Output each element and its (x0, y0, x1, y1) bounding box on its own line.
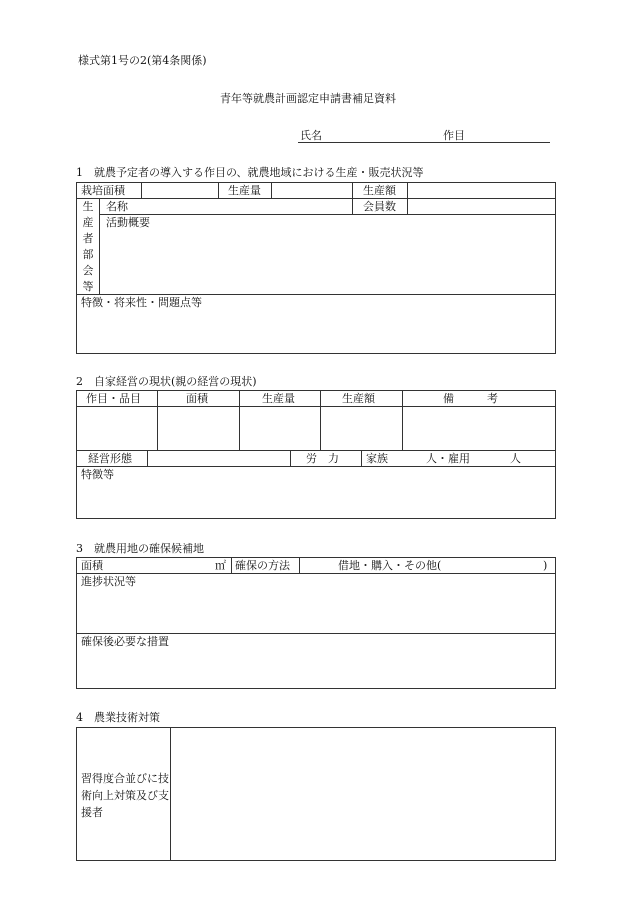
divider (76, 466, 556, 467)
divider (76, 406, 556, 407)
group-name-label: 名称 (106, 200, 128, 213)
section2-features-label: 特徴等 (81, 468, 114, 481)
cultivation-area-label: 栽培面積 (81, 184, 125, 197)
col-area: 面積 (186, 392, 208, 405)
col-crop: 作目・品目 (86, 392, 141, 405)
section1-table (76, 182, 556, 354)
section3-heading: 3 就農用地の確保候補地 (76, 542, 204, 555)
col-value: 生産額 (342, 392, 375, 405)
divider (99, 214, 556, 215)
measures-label: 確保後必要な措置 (81, 635, 169, 648)
divider (157, 390, 158, 450)
col-remarks: 備 考 (443, 392, 498, 405)
divider (170, 727, 171, 861)
production-volume-label: 生産量 (228, 184, 261, 197)
method-label: 確保の方法 (235, 559, 290, 572)
name-label: 氏名 (300, 129, 322, 142)
tech-measures-label: 習得度合並びに技術向上対策及び支援者 (81, 772, 169, 819)
area-unit: ㎡ (215, 559, 226, 572)
divider (99, 198, 100, 294)
section1-heading: 1 就農予定者の導入する作目の、就農地域における生産・販売状況等 (76, 166, 424, 179)
activity-summary-label: 活動概要 (106, 216, 150, 229)
progress-label: 進捗状況等 (81, 575, 136, 588)
divider (76, 450, 556, 451)
divider (76, 573, 556, 574)
family-unit-label: 人・雇用 (426, 452, 470, 465)
member-count-label: 会員数 (363, 200, 396, 213)
form-number: 様式第1号の2(第4条関係) (78, 54, 207, 67)
management-form-label: 経営形態 (88, 452, 132, 465)
family-label: 家族 (366, 452, 388, 465)
divider (299, 557, 300, 573)
section4-heading: 4 農業技術対策 (76, 711, 160, 724)
crop-label: 作目 (443, 129, 465, 142)
labor-label: 労 力 (306, 452, 339, 465)
divider (361, 450, 362, 466)
method-value: 借地・購入・その他( (338, 559, 442, 572)
production-value-label: 生産額 (363, 184, 396, 197)
divider (147, 450, 148, 466)
col-volume: 生産量 (262, 392, 295, 405)
document-title: 青年等就農計画認定申請書補足資料 (220, 92, 396, 105)
section3-table (76, 557, 556, 689)
divider (402, 390, 403, 450)
divider (76, 294, 556, 295)
divider (290, 450, 291, 466)
divider (231, 557, 232, 573)
section2-heading: 2 自家経営の現状(親の経営の現状) (76, 375, 257, 388)
method-close-paren: ) (543, 559, 548, 572)
divider (271, 182, 272, 198)
divider (141, 182, 142, 198)
divider (218, 182, 219, 198)
divider (76, 633, 556, 634)
producer-group-label: 生産者部会等 (82, 200, 94, 293)
employ-unit-label: 人 (510, 452, 521, 465)
area-label: 面積 (81, 559, 103, 572)
divider (76, 198, 556, 199)
divider (320, 390, 321, 450)
name-crop-underline (298, 142, 550, 143)
features-label: 特徴・将来性・問題点等 (81, 296, 202, 309)
divider (239, 390, 240, 450)
